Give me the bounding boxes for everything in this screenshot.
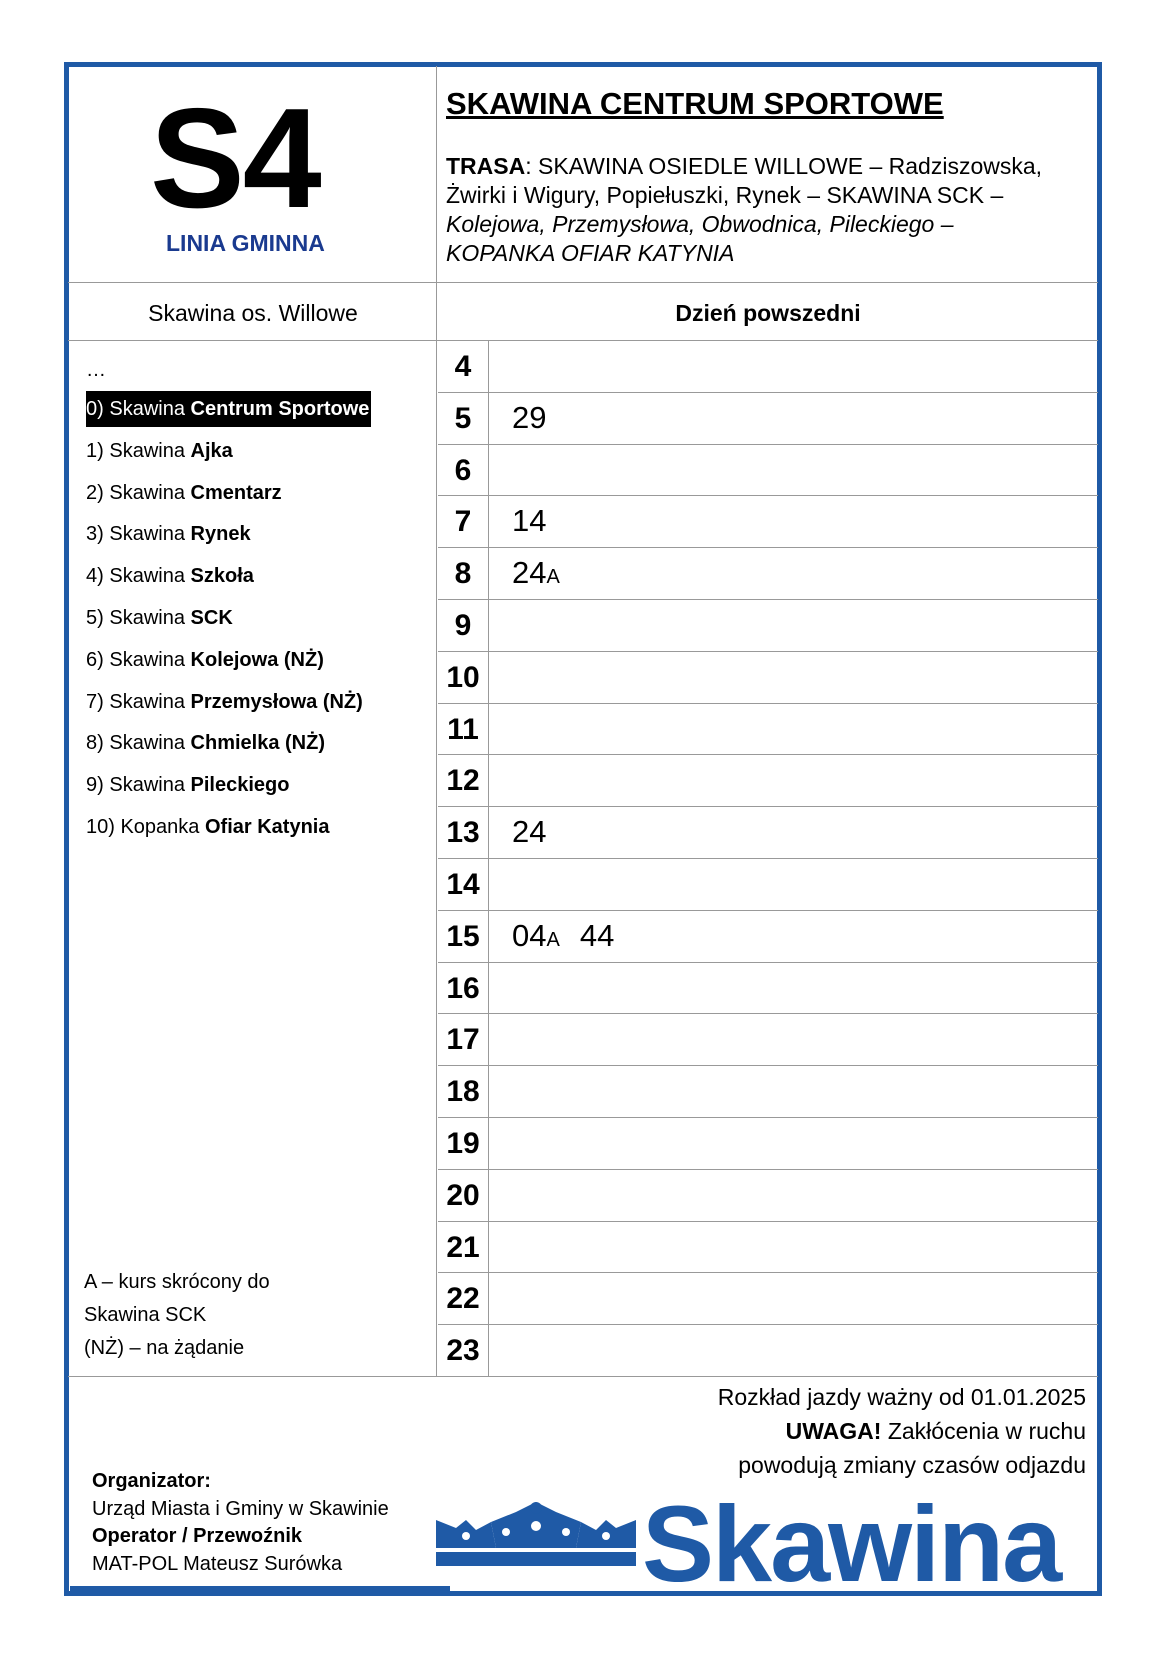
row-divider [438,495,1098,496]
hour-cell: 17 [446,1023,480,1057]
route-part: KOPANKA OFIAR KATYNIA [446,240,735,266]
stop-list-item [86,723,371,765]
stop-name: SKAWINA CENTRUM SPORTOWE [446,86,944,121]
stop-town: Skawina [109,398,185,420]
row-divider [438,754,1098,755]
stop-list-item [86,640,371,682]
row-divider [438,1117,1098,1118]
warning-label: UWAGA! [785,1418,882,1444]
legend-line: (NŻ) – na żądanie [84,1337,245,1359]
divider [68,340,1098,341]
hour-cell: 10 [446,660,480,694]
stop-town: Skawina [109,523,185,546]
stop-town: Skawina [109,648,185,671]
stop-number-town: 0) [86,398,104,420]
organizer-info [92,1468,389,1578]
row-divider [438,599,1098,600]
stop-name-bold: Szkoła [190,565,254,588]
stop-number-town: 1) [86,439,104,462]
crown-icon [436,1500,636,1580]
route-part: Kolejowa, Przemysłowa, Obwodnica, Pileckiego – [446,211,954,237]
row-divider [438,858,1098,859]
departures-cell [512,503,546,539]
stop-name-bold: Ofiar Katynia [205,815,330,838]
row-divider [438,1169,1098,1170]
hour-cell: 21 [446,1230,480,1264]
stop-town: Skawina [109,439,185,462]
stop-number-town: 9) [86,774,104,797]
row-divider [438,392,1098,393]
stop-name-bold: Chmielka (NŻ) [190,732,325,755]
stop-list-item [86,388,371,431]
hour-cell: 5 [454,401,472,435]
warning-text: powodują zmiany czasów odjazdu [738,1452,1086,1478]
stop-town: Skawina [109,606,185,629]
row-divider [438,1065,1098,1066]
bottom-rule [70,1586,450,1591]
row-divider [438,806,1098,807]
departures-cell [512,400,546,436]
hour-cell: 12 [446,764,480,798]
departures-cell [512,555,560,591]
stop-list-item [86,473,371,515]
validity-info [718,1380,1086,1482]
departure-minute: 04 [512,917,547,953]
row-divider [438,910,1098,911]
route-part: Żwirki i Wigury, Popiełuszki, Rynek – SKAWINA SCK – [446,182,1004,208]
stop-list-item [86,556,371,598]
legend [84,1266,270,1365]
hour-cell: 6 [454,453,472,487]
hour-cell: 7 [454,505,472,539]
day-type-header: Dzień powszedni [675,300,861,326]
departure-minute: 24 [512,814,547,850]
hour-cell: 23 [446,1334,480,1368]
row-divider [438,703,1098,704]
line-code: S4 [150,79,320,238]
hour-cell: 4 [454,350,472,383]
row-divider [438,1324,1098,1325]
hour-cell: 22 [446,1282,480,1316]
divider [68,1376,1098,1377]
row-divider [438,547,1098,548]
row-divider [438,962,1098,963]
direction-header: Skawina os. Willowe [148,300,358,326]
valid-from: Rozkład jazdy ważny od 01.01.2025 [717,1384,1086,1410]
divider [68,282,1098,283]
line-type: LINIA GMINNA [166,230,325,256]
logo-wordmark: Skawina [642,1483,1061,1604]
hour-cell: 19 [446,1127,480,1160]
stop-town: Skawina [109,732,185,755]
hour-cell: 15 [446,919,480,953]
organizer-name: Urząd Miasta i Gminy w Skawinie [92,1497,389,1520]
stop-name-bold: Rynek [190,523,251,546]
stop-number-town: 5) [86,606,104,629]
hour-cell: 18 [446,1075,480,1109]
stop-number-town: 2) [86,481,104,504]
hour-cell: 16 [446,971,480,1005]
hour-cell: 9 [454,609,472,642]
departures-cell [512,814,546,850]
stop-name-bold: Ajka [190,439,233,462]
row-divider [438,444,1098,445]
stop-name-bold: Kolejowa (NŻ) [190,648,324,671]
stop-list-item [86,514,371,556]
stops-list [86,352,371,849]
row-divider [438,1221,1098,1222]
stops-ellipsis: … [86,359,106,381]
row-divider [438,651,1098,652]
stop-name-bold: Centrum Sportowe [190,398,370,420]
stop-list-item [86,598,371,640]
stop-name-bold: Przemysłowa (NŻ) [190,690,363,713]
legend-line: A – kurs skrócony do [84,1271,270,1293]
divider [436,66,437,1376]
route-label: TRASA [446,153,526,179]
stop-number-town: 4) [86,565,104,588]
hour-cell: 20 [446,1178,480,1212]
departure-minute: 44 [579,917,615,953]
stop-name-bold: Pileckiego [190,774,290,797]
stop-town: Skawina [109,690,185,713]
operator-name: MAT-POL Mateusz Surówka [92,1552,343,1575]
operator-label: Operator / Przewoźnik [92,1525,303,1547]
organizer-label: Organizator: [92,1470,211,1492]
stop-number-town: 6) [86,648,104,671]
warning-text: Zakłócenia w ruchu [881,1418,1086,1444]
stop-town: Skawina [109,774,185,797]
stop-list-item [86,765,371,807]
departure-note: A [546,928,560,951]
stop-name-bold: SCK [190,606,233,629]
departure-note: A [546,566,560,589]
stop-number-town: 7) [86,690,104,713]
hour-cell: 8 [454,557,472,591]
stop-list-item [86,807,371,849]
stop-number-town: 3) [86,523,104,546]
departure-minute: 24 [512,555,547,591]
stop-list-item [86,682,371,724]
stop-list-item [86,431,371,473]
hour-cell: 11 [447,712,479,746]
stop-number-town: 8) [86,732,104,755]
stop-town: Kopanka [120,815,200,838]
row-divider [438,1013,1098,1014]
stop-number-town: 10) [86,815,115,838]
row-divider [438,1272,1098,1273]
stop-town: Skawina [109,565,185,588]
route-part: : SKAWINA OSIEDLE WILLOWE – Radziszowska, [525,153,1043,179]
stop-town: Skawina [109,481,185,504]
departures-cell [512,918,614,954]
departure-minute: 14 [512,503,547,539]
legend-line: Skawina SCK [84,1304,207,1326]
hour-cell: 13 [446,816,480,850]
stop-name-bold: Cmentarz [190,481,282,504]
route-description [446,152,1106,268]
departure-minute: 29 [512,399,547,435]
hour-cell: 14 [446,868,480,901]
